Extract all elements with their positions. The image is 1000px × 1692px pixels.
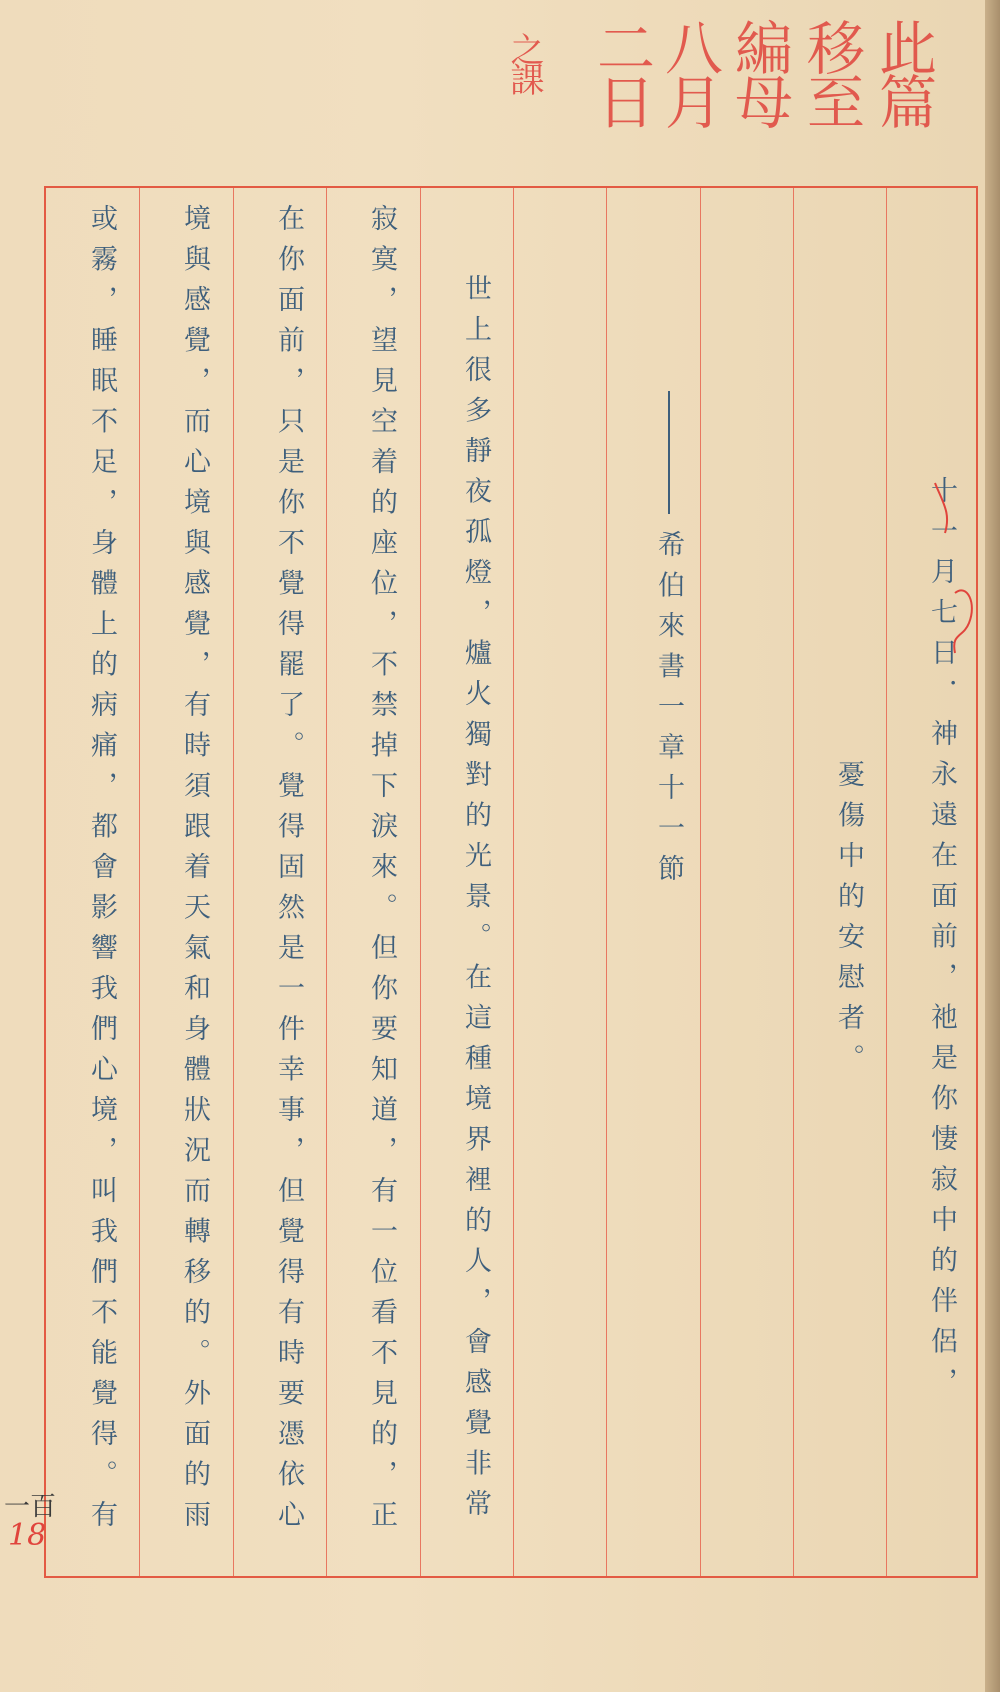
citation-dash <box>668 391 670 514</box>
annotation-col-5: 二日 <box>587 18 655 126</box>
text-column-10: 境與感覺，而心境與感覺，有時須跟着天氣和身體狀況而轉移的。外面的雨 <box>179 204 210 1541</box>
page-edge <box>985 0 1000 1692</box>
annotation-col-4: 八月 <box>655 18 723 126</box>
column-rule <box>420 188 421 1576</box>
column-rule <box>606 188 607 1576</box>
annotation-col-6: 之課 <box>504 32 544 92</box>
text-column-9: 在你面前，只是你不覺得罷了。覺得固然是一件幸事，但覺得有時要憑依心 <box>273 204 304 1541</box>
column-rule <box>139 188 140 1576</box>
handwritten-annotation <box>500 18 940 158</box>
scripture-reference: 希伯來書一章十一節 <box>653 530 684 895</box>
page-number-handwritten: 18 <box>8 1518 47 1553</box>
text-column-1: 十一月七日．神永遠在面前，祂是你悽寂中的伴侶， <box>926 476 957 1408</box>
text-column-8: 寂寞，望見空着的座位，不禁掉下淚來。但你要知道，有一位看不見的，正 <box>366 204 397 1541</box>
text-column-11: 或霧，睡眠不足，身體上的病痛，都會影響我們心境，叫我們不能覺得。有 <box>86 204 117 1541</box>
text-column-2: 憂傷中的安慰者。 <box>833 760 864 1084</box>
column-rule <box>326 188 327 1576</box>
date-correction-mark <box>925 473 985 673</box>
page-number: 一百 <box>4 1492 57 1522</box>
annotation-col-3: 編母 <box>725 18 793 126</box>
annotation-col-1: 此篇 <box>869 18 937 126</box>
column-rule <box>793 188 794 1576</box>
column-rule <box>700 188 701 1576</box>
column-rule <box>233 188 234 1576</box>
column-rule <box>886 188 887 1576</box>
column-rule <box>513 188 514 1576</box>
text-column-7: 世上很多靜夜孤燈，爐火獨對的光景。在這種境界裡的人，會感覺非常 <box>460 274 491 1530</box>
annotation-col-2: 移至 <box>797 18 865 126</box>
